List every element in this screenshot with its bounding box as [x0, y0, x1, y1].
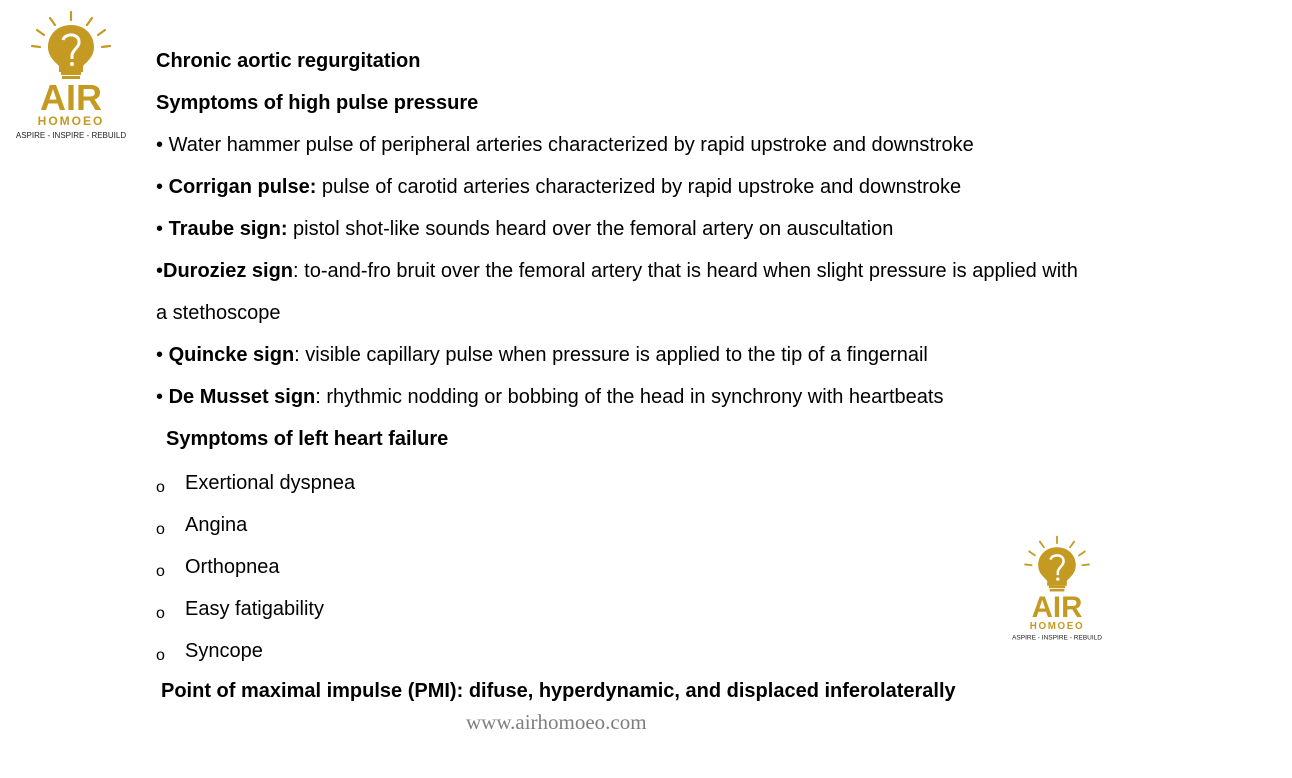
list-item [156, 378, 1166, 420]
list-item [156, 126, 1166, 168]
bullet: • [156, 386, 164, 408]
logo-brand: AIR [40, 77, 102, 118]
circle-bullet-icon: o [156, 605, 165, 622]
item-text: Angina [185, 514, 248, 536]
air-homoeo-watermark-logo [1012, 535, 1102, 643]
website-url: www.airhomoeo.com [466, 710, 647, 734]
list-item [156, 336, 1166, 378]
list-item [156, 462, 1166, 504]
list-item [156, 210, 1166, 252]
item-term: De Musset sign [168, 386, 316, 408]
list-item [156, 168, 1166, 210]
air-homoeo-logo [16, 10, 126, 142]
logo-tagline: ASPIRE - INSPIRE - REBUILD [16, 131, 126, 140]
item-text: Syncope [185, 640, 263, 662]
item-term: Quincke sign [168, 344, 295, 366]
item-text: Easy fatigability [185, 598, 324, 620]
bullet: • [156, 260, 164, 282]
bullet: • [156, 344, 164, 366]
pmi-statement: Point of maximal impulse (PMI): difuse, hyperdynamic, and displaced inferolaterally [161, 680, 956, 702]
item-text: pulse of carotid arteries characterized by rapid upstroke and downstroke [316, 176, 962, 198]
item-term: Duroziez sign [163, 260, 294, 282]
item-text: : rhythmic nodding or bobbing of the head in synchrony with heartbeats [315, 386, 944, 408]
slide-title: Chronic aortic regurgitation [156, 50, 421, 72]
list-item-continuation: a stethoscope [156, 302, 281, 324]
item-text: Water hammer pulse of peripheral arteries characterized by rapid upstroke and downstroke [168, 134, 974, 156]
circle-bullet-icon: o [156, 647, 165, 664]
bullet: • [156, 134, 164, 156]
section-heading-high-pulse-pressure: Symptoms of high pulse pressure [156, 92, 479, 114]
section-heading-left-heart-failure: Symptoms of left heart failure [166, 428, 449, 450]
item-term: Corrigan pulse: [168, 176, 317, 198]
logo-tagline: ASPIRE - INSPIRE - REBUILD [1012, 634, 1102, 642]
circle-bullet-icon: o [156, 521, 165, 538]
list-item [156, 252, 1166, 294]
item-term: Traube sign: [168, 218, 288, 240]
item-text: : visible capillary pulse when pressure is applied to the tip of a fingernail [294, 344, 928, 366]
circle-bullet-icon: o [156, 563, 165, 580]
logo-brand: AIR [1031, 590, 1083, 624]
item-text: Exertional dyspnea [185, 472, 356, 494]
circle-bullet-icon: o [156, 479, 165, 496]
item-text: pistol shot-like sounds heard over the femoral artery on auscultation [287, 218, 894, 240]
logo-sub: HOMOEO [37, 114, 105, 128]
bullet: • [156, 218, 164, 240]
lightbulb-logo-icon [1012, 535, 1102, 643]
item-text: : to-and-fro bruit over the femoral artery that is heard when slight pressure is applied with [293, 260, 1078, 282]
bullet: • [156, 176, 164, 198]
lightbulb-logo-icon [16, 10, 126, 142]
logo-sub: HOMOEO [1029, 621, 1085, 633]
item-text: Orthopnea [185, 556, 280, 578]
